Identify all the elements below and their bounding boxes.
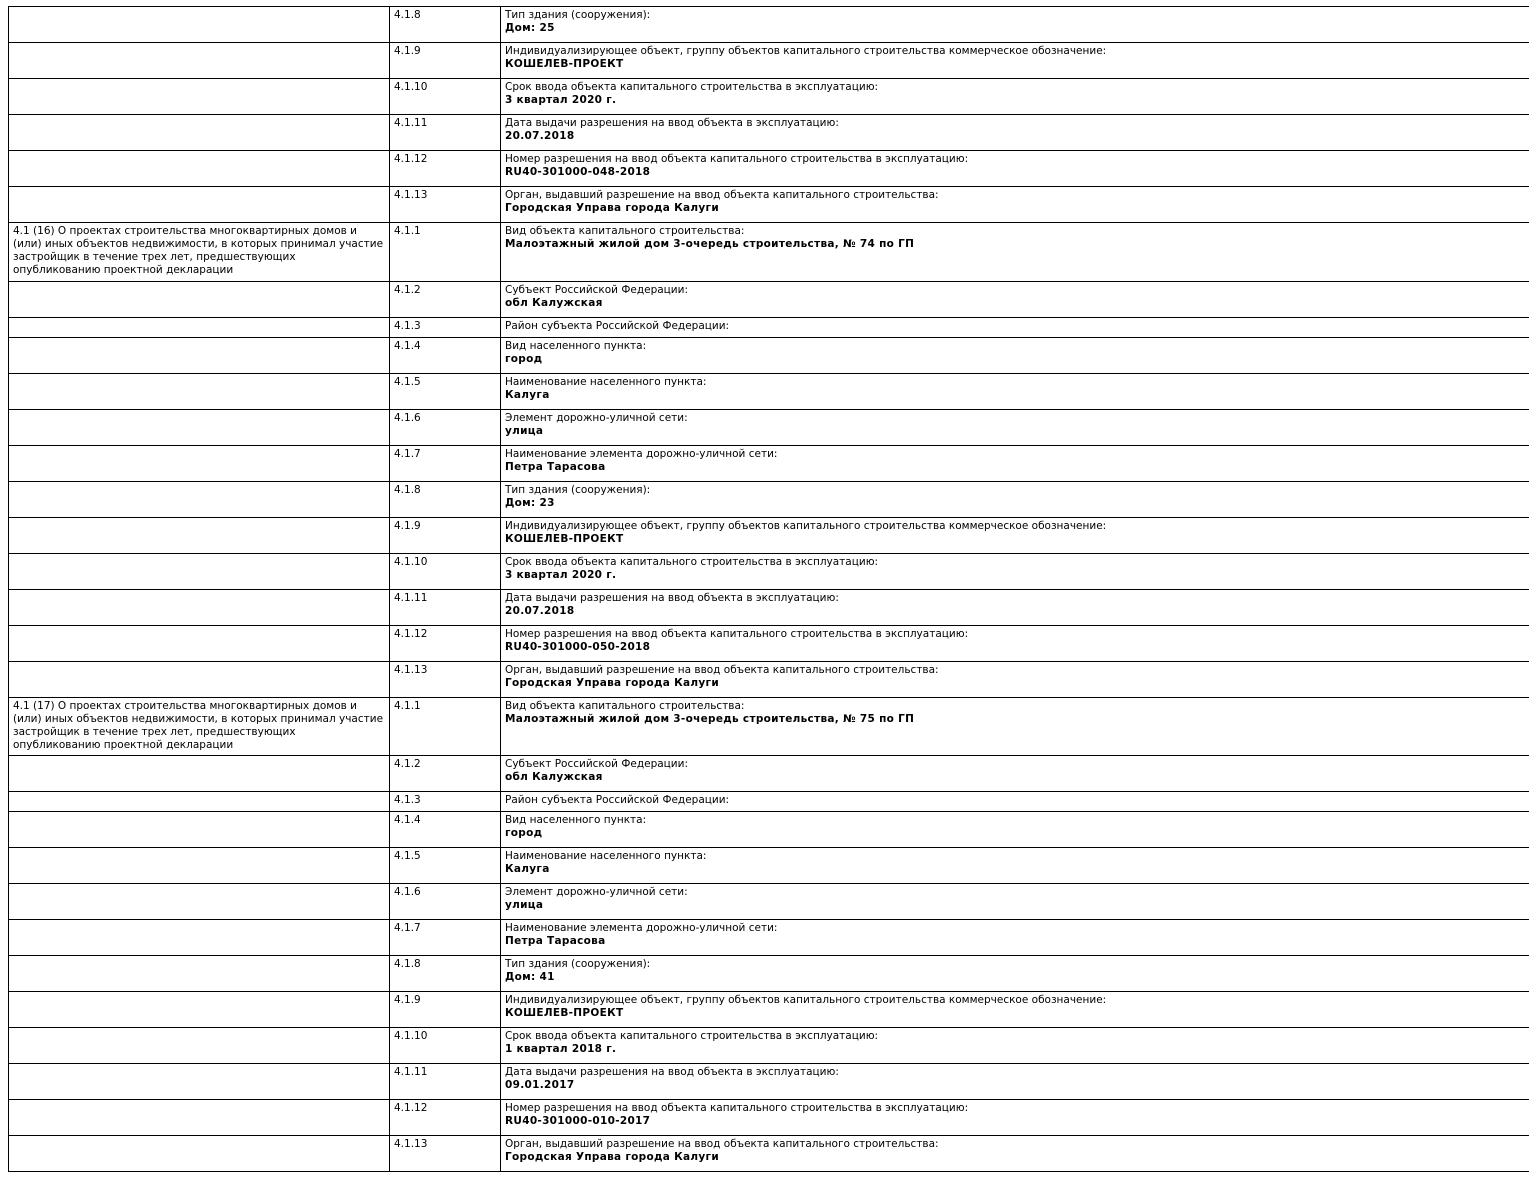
section-cell (9, 553, 390, 589)
clause-number-cell (390, 409, 501, 445)
section-cell (9, 317, 390, 337)
clause-number-cell (390, 661, 501, 697)
clause-number: 4.1.6 (394, 412, 421, 424)
section-cell (9, 151, 390, 187)
clause-number-cell (390, 697, 501, 756)
table-row (9, 187, 1529, 223)
clause-number-cell (390, 7, 501, 43)
value-cell (501, 1064, 1529, 1100)
field-value: 20.07.2018 (505, 605, 1529, 618)
table-row (9, 481, 1529, 517)
clause-number-cell (390, 1064, 501, 1100)
clause-number-cell (390, 373, 501, 409)
field-value: обл Калужская (505, 297, 1529, 310)
value-cell (501, 553, 1529, 589)
clause-number: 4.1.13 (394, 1138, 427, 1150)
value-cell (501, 223, 1529, 282)
table-row (9, 756, 1529, 792)
clause-number: 4.1.7 (394, 448, 421, 460)
value-cell (501, 1028, 1529, 1064)
field-label: Номер разрешения на ввод объекта капитального строительства в эксплуатацию: (505, 153, 1529, 166)
clause-number: 4.1.1 (394, 225, 421, 237)
clause-number-cell (390, 589, 501, 625)
value-cell (501, 517, 1529, 553)
clause-number-cell (390, 151, 501, 187)
table-row (9, 661, 1529, 697)
section-cell (9, 115, 390, 151)
table-row (9, 517, 1529, 553)
field-label: Наименование элемента дорожно-уличной сети: (505, 922, 1529, 935)
clause-number: 4.1.11 (394, 592, 427, 604)
field-label: Дата выдачи разрешения на ввод объекта в эксплуатацию: (505, 592, 1529, 605)
value-cell (501, 7, 1529, 43)
clause-number: 4.1.12 (394, 628, 427, 640)
table-row (9, 848, 1529, 884)
value-cell (501, 625, 1529, 661)
table-row (9, 1136, 1529, 1172)
clause-number: 4.1.5 (394, 376, 421, 388)
clause-number: 4.1.10 (394, 1030, 427, 1042)
table-row (9, 1100, 1529, 1136)
field-label: Тип здания (сооружения): (505, 9, 1529, 22)
table-row (9, 992, 1529, 1028)
clause-number: 4.1.9 (394, 994, 421, 1006)
value-cell (501, 409, 1529, 445)
clause-number-cell (390, 1136, 501, 1172)
field-value: улица (505, 425, 1529, 438)
field-label: Субъект Российской Федерации: (505, 284, 1529, 297)
value-cell (501, 281, 1529, 317)
section-cell (9, 920, 390, 956)
value-cell (501, 373, 1529, 409)
field-label: Индивидуализирующее объект, группу объектов капитального строительства коммерческое обозначение: (505, 994, 1529, 1007)
clause-number-cell (390, 992, 501, 1028)
clause-number-cell (390, 317, 501, 337)
clause-number: 4.1.11 (394, 117, 427, 129)
clause-number-cell (390, 625, 501, 661)
field-label: Орган, выдавший разрешение на ввод объекта капитального строительства: (505, 1138, 1529, 1151)
field-label: Вид объекта капитального строительства: (505, 225, 1529, 238)
clause-number-cell (390, 756, 501, 792)
field-label: Вид населенного пункта: (505, 814, 1529, 827)
section-cell (9, 445, 390, 481)
table-row (9, 697, 1529, 756)
field-value: RU40-301000-048-2018 (505, 166, 1529, 179)
field-value: Малоэтажный жилой дом 3-очередь строительства, № 74 по ГП (505, 238, 1529, 251)
field-value: Калуга (505, 863, 1529, 876)
clause-number-cell (390, 115, 501, 151)
field-value: КОШЕЛЕВ-ПРОЕКТ (505, 533, 1529, 546)
table-row (9, 812, 1529, 848)
field-value: Малоэтажный жилой дом 3-очередь строительства, № 75 по ГП (505, 713, 1529, 726)
field-value: Дом: 23 (505, 497, 1529, 510)
section-cell (9, 43, 390, 79)
section-cell (9, 848, 390, 884)
clause-number: 4.1.3 (394, 320, 421, 332)
clause-number-cell (390, 956, 501, 992)
value-cell (501, 884, 1529, 920)
clause-number-cell (390, 481, 501, 517)
field-label: Срок ввода объекта капитального строительства в эксплуатацию: (505, 556, 1529, 569)
clause-number-cell (390, 187, 501, 223)
value-cell (501, 151, 1529, 187)
table-row (9, 589, 1529, 625)
field-label: Индивидуализирующее объект, группу объектов капитального строительства коммерческое обозначение: (505, 45, 1529, 58)
clause-number: 4.1.13 (394, 189, 427, 201)
field-value: RU40-301000-010-2017 (505, 1115, 1529, 1128)
field-value: Петра Тарасова (505, 461, 1529, 474)
clause-number-cell (390, 223, 501, 282)
table-row (9, 445, 1529, 481)
section-cell (9, 281, 390, 317)
value-cell (501, 1100, 1529, 1136)
field-label: Номер разрешения на ввод объекта капитального строительства в эксплуатацию: (505, 628, 1529, 641)
clause-number-cell (390, 43, 501, 79)
table-row (9, 409, 1529, 445)
table-row (9, 79, 1529, 115)
table-row (9, 553, 1529, 589)
field-value: 09.01.2017 (505, 1079, 1529, 1092)
clause-number: 4.1.11 (394, 1066, 427, 1078)
value-cell (501, 187, 1529, 223)
table-row (9, 281, 1529, 317)
clause-number: 4.1.8 (394, 484, 421, 496)
table-row (9, 337, 1529, 373)
field-label: Субъект Российской Федерации: (505, 758, 1529, 771)
section-cell (9, 409, 390, 445)
clause-number: 4.1.4 (394, 340, 421, 352)
field-value: Городская Управа города Калуги (505, 677, 1529, 690)
clause-number: 4.1.9 (394, 520, 421, 532)
section-cell (9, 992, 390, 1028)
clause-number: 4.1.12 (394, 153, 427, 165)
table-row (9, 43, 1529, 79)
table-row (9, 223, 1529, 282)
section-cell (9, 625, 390, 661)
clause-number: 4.1.1 (394, 700, 421, 712)
field-value: Калуга (505, 389, 1529, 402)
clause-number-cell (390, 79, 501, 115)
field-label: Район субъекта Российской Федерации: (505, 320, 1529, 333)
value-cell (501, 1136, 1529, 1172)
value-cell (501, 79, 1529, 115)
value-cell (501, 589, 1529, 625)
value-cell (501, 697, 1529, 756)
clause-number: 4.1.10 (394, 556, 427, 568)
field-label: Район субъекта Российской Федерации: (505, 794, 1529, 807)
field-label: Орган, выдавший разрешение на ввод объекта капитального строительства: (505, 189, 1529, 202)
field-label: Срок ввода объекта капитального строительства в эксплуатацию: (505, 81, 1529, 94)
table-row (9, 956, 1529, 992)
clause-number: 4.1.10 (394, 81, 427, 93)
value-cell (501, 43, 1529, 79)
value-cell (501, 956, 1529, 992)
clause-number-cell (390, 812, 501, 848)
clause-number-cell (390, 553, 501, 589)
table-row (9, 884, 1529, 920)
clause-number: 4.1.5 (394, 850, 421, 862)
section-cell (9, 223, 390, 282)
field-label: Орган, выдавший разрешение на ввод объекта капитального строительства: (505, 664, 1529, 677)
table-row (9, 7, 1529, 43)
field-label: Элемент дорожно-уличной сети: (505, 886, 1529, 899)
field-value: Петра Тарасова (505, 935, 1529, 948)
value-cell (501, 848, 1529, 884)
section-cell (9, 517, 390, 553)
section-cell (9, 812, 390, 848)
section-cell (9, 792, 390, 812)
field-label: Вид объекта капитального строительства: (505, 700, 1529, 713)
section-cell (9, 337, 390, 373)
field-label: Тип здания (сооружения): (505, 958, 1529, 971)
value-cell (501, 992, 1529, 1028)
field-label: Элемент дорожно-уличной сети: (505, 412, 1529, 425)
clause-number-cell (390, 884, 501, 920)
table-row (9, 151, 1529, 187)
clause-number: 4.1.2 (394, 758, 421, 770)
table-row (9, 792, 1529, 812)
section-cell (9, 79, 390, 115)
field-label: Вид населенного пункта: (505, 340, 1529, 353)
declaration-table (8, 6, 1529, 1172)
field-value: город (505, 827, 1529, 840)
table-row (9, 920, 1529, 956)
clause-number-cell (390, 848, 501, 884)
section-cell (9, 1064, 390, 1100)
field-label: Тип здания (сооружения): (505, 484, 1529, 497)
section-cell (9, 481, 390, 517)
field-value: обл Калужская (505, 771, 1529, 784)
section-cell (9, 1136, 390, 1172)
clause-number: 4.1.3 (394, 794, 421, 806)
section-cell (9, 187, 390, 223)
section-cell (9, 1100, 390, 1136)
field-label: Наименование населенного пункта: (505, 850, 1529, 863)
value-cell (501, 661, 1529, 697)
field-value: 1 квартал 2018 г. (505, 1043, 1529, 1056)
field-value: 3 квартал 2020 г. (505, 94, 1529, 107)
field-label: Дата выдачи разрешения на ввод объекта в эксплуатацию: (505, 1066, 1529, 1079)
table-row (9, 625, 1529, 661)
clause-number-cell (390, 337, 501, 373)
table-row (9, 1028, 1529, 1064)
declaration-table-body (9, 7, 1529, 1172)
field-label: Номер разрешения на ввод объекта капитального строительства в эксплуатацию: (505, 1102, 1529, 1115)
clause-number: 4.1.8 (394, 958, 421, 970)
clause-number-cell (390, 920, 501, 956)
value-cell (501, 792, 1529, 812)
field-value: КОШЕЛЕВ-ПРОЕКТ (505, 58, 1529, 71)
section-cell (9, 884, 390, 920)
field-label: Наименование элемента дорожно-уличной сети: (505, 448, 1529, 461)
table-row (9, 373, 1529, 409)
section-cell (9, 7, 390, 43)
clause-number: 4.1.8 (394, 9, 421, 21)
value-cell (501, 115, 1529, 151)
field-value: улица (505, 899, 1529, 912)
field-value: 3 квартал 2020 г. (505, 569, 1529, 582)
field-value: RU40-301000-050-2018 (505, 641, 1529, 654)
field-value: Городская Управа города Калуги (505, 202, 1529, 215)
clause-number-cell (390, 1028, 501, 1064)
value-cell (501, 812, 1529, 848)
value-cell (501, 445, 1529, 481)
field-value: 20.07.2018 (505, 130, 1529, 143)
clause-number: 4.1.12 (394, 1102, 427, 1114)
value-cell (501, 337, 1529, 373)
table-row (9, 115, 1529, 151)
value-cell (501, 317, 1529, 337)
clause-number: 4.1.7 (394, 922, 421, 934)
clause-number-cell (390, 517, 501, 553)
value-cell (501, 920, 1529, 956)
value-cell (501, 756, 1529, 792)
table-row (9, 1064, 1529, 1100)
table-row (9, 317, 1529, 337)
value-cell (501, 481, 1529, 517)
clause-number-cell (390, 445, 501, 481)
section-cell (9, 1028, 390, 1064)
field-value: Городская Управа города Калуги (505, 1151, 1529, 1164)
clause-number: 4.1.6 (394, 886, 421, 898)
clause-number: 4.1.9 (394, 45, 421, 57)
section-cell (9, 661, 390, 697)
section-cell (9, 697, 390, 756)
clause-number-cell (390, 281, 501, 317)
field-value: Дом: 41 (505, 971, 1529, 984)
field-value: город (505, 353, 1529, 366)
field-value: Дом: 25 (505, 22, 1529, 35)
clause-number: 4.1.13 (394, 664, 427, 676)
section-cell (9, 956, 390, 992)
field-value: КОШЕЛЕВ-ПРОЕКТ (505, 1007, 1529, 1020)
clause-number-cell (390, 1100, 501, 1136)
section-cell (9, 589, 390, 625)
clause-number: 4.1.4 (394, 814, 421, 826)
section-cell (9, 756, 390, 792)
section-cell (9, 373, 390, 409)
section-text: 4.1 (16) О проектах строительства многоквартирных домов и (или) иных объектов недвижимости, в которых принимал участие застройщик в течение трех лет, предшествующих опубликованию проектной декларации (13, 225, 385, 278)
field-label: Наименование населенного пункта: (505, 376, 1529, 389)
clause-number: 4.1.2 (394, 284, 421, 296)
field-label: Индивидуализирующее объект, группу объектов капитального строительства коммерческое обозначение: (505, 520, 1529, 533)
clause-number-cell (390, 792, 501, 812)
field-label: Дата выдачи разрешения на ввод объекта в эксплуатацию: (505, 117, 1529, 130)
section-text: 4.1 (17) О проектах строительства многоквартирных домов и (или) иных объектов недвижимости, в которых принимал участие застройщик в течение трех лет, предшествующих опубликованию проектной декларации (13, 700, 385, 753)
field-label: Срок ввода объекта капитального строительства в эксплуатацию: (505, 1030, 1529, 1043)
